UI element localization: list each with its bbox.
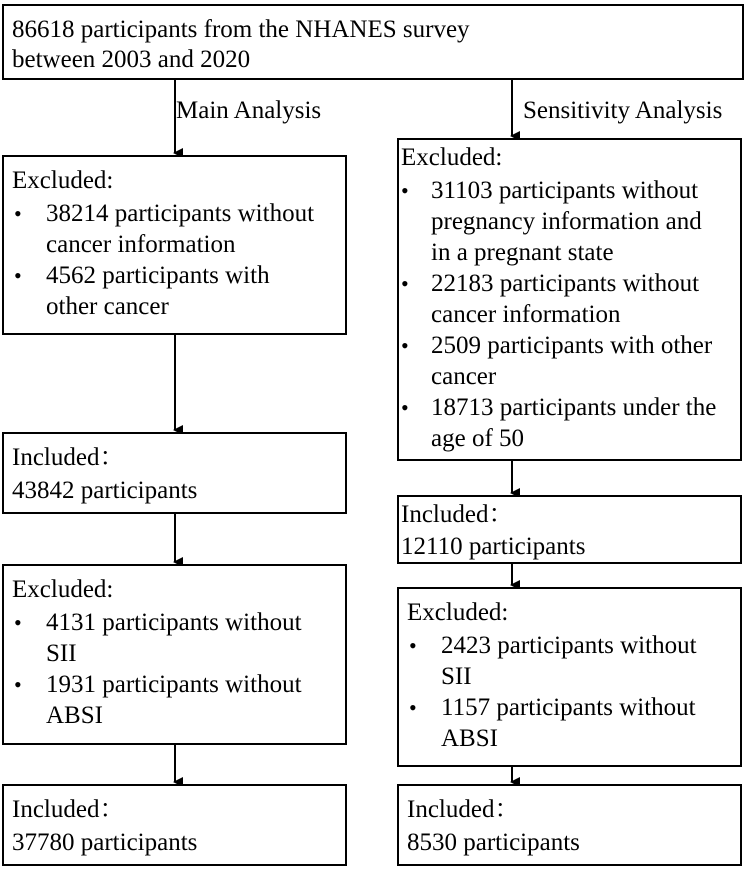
sens-excluded-2-item-2-line-2: ABSI — [441, 725, 498, 752]
source-line-1: 86618 participants from the NHANES survey — [12, 16, 470, 43]
bullet-icon: • — [14, 201, 22, 226]
main-included-1-value: 43842 participants — [12, 477, 198, 504]
sens-excluded-1-item-3-line-2: cancer — [431, 363, 497, 390]
source-line-2: between 2003 and 2020 — [12, 46, 251, 73]
main-excluded-2-heading: Excluded: — [12, 576, 114, 603]
bullet-icon: • — [401, 395, 409, 420]
main-included-2-heading: Included： — [12, 796, 125, 823]
sensitivity-included-box-1 — [397, 495, 742, 564]
sens-excluded-1-item-3-line-1: 2509 participants with other — [431, 332, 713, 359]
bullet-icon: • — [401, 333, 409, 358]
main-included-box-1 — [2, 432, 347, 514]
sens-included-1-heading: Included： — [401, 501, 514, 528]
bullet-icon: • — [409, 633, 417, 658]
main-excluded-1-item-2-line-2: other cancer — [46, 293, 169, 320]
main-excluded-2-item-2-line-2: ABSI — [46, 702, 103, 729]
sens-excluded-1-item-1-line-3: in a pregnant state — [431, 239, 614, 266]
sens-excluded-1-item-1-line-1: 31103 participants without — [431, 177, 699, 204]
main-excluded-box-1 — [2, 155, 347, 335]
main-excluded-1-heading: Excluded: — [12, 167, 114, 194]
sens-included-2-value: 8530 participants — [407, 829, 580, 856]
sens-excluded-1-item-2-line-1: 22183 participants without — [431, 270, 700, 297]
sensitivity-included-box-2 — [397, 784, 742, 866]
sens-excluded-2-heading: Excluded: — [407, 599, 509, 626]
sens-excluded-1-item-1-line-2: pregnancy information and — [431, 208, 702, 235]
main-excluded-1-item-1-line-2: cancer information — [46, 231, 236, 258]
main-analysis-label: Main Analysis — [176, 97, 322, 124]
main-excluded-1-item-1-line-1: 38214 participants without — [46, 200, 315, 227]
main-excluded-2-item-1-line-2: SII — [46, 640, 77, 667]
bullet-icon: • — [401, 178, 409, 203]
main-excluded-2-item-2-line-1: 1931 participants without — [46, 671, 302, 698]
bullet-icon: • — [409, 695, 417, 720]
bullet-icon: • — [14, 610, 22, 635]
sens-included-2-heading: Included： — [407, 796, 520, 823]
bullet-icon: • — [14, 263, 22, 288]
sens-excluded-2-item-2-line-1: 1157 participants without — [441, 694, 696, 721]
sensitivity-excluded-box-2 — [397, 587, 742, 767]
sens-excluded-2-item-1-line-2: SII — [441, 663, 472, 690]
main-excluded-2-item-1-line-1: 4131 participants without — [46, 609, 302, 636]
bullet-icon: • — [14, 672, 22, 697]
main-included-box-2 — [2, 784, 347, 866]
bullet-icon: • — [401, 271, 409, 296]
main-excluded-box-2 — [2, 564, 347, 745]
sens-excluded-1-item-2-line-2: cancer information — [431, 301, 621, 328]
sens-excluded-1-item-4-line-2: age of 50 — [431, 425, 525, 452]
source-population-box — [2, 4, 744, 80]
sens-included-1-value: 12110 participants — [401, 533, 586, 560]
sensitivity-analysis-label: Sensitivity Analysis — [523, 97, 723, 124]
sens-excluded-2-item-1-line-1: 2423 participants without — [441, 632, 697, 659]
main-included-2-value: 37780 participants — [12, 829, 198, 856]
sensitivity-excluded-box-1 — [397, 138, 742, 461]
main-included-1-heading: Included： — [12, 444, 125, 471]
sens-excluded-1-heading: Excluded: — [401, 144, 503, 171]
sens-excluded-1-item-4-line-1: 18713 participants under the — [431, 394, 717, 421]
main-excluded-1-item-2-line-1: 4562 participants with — [46, 262, 270, 289]
